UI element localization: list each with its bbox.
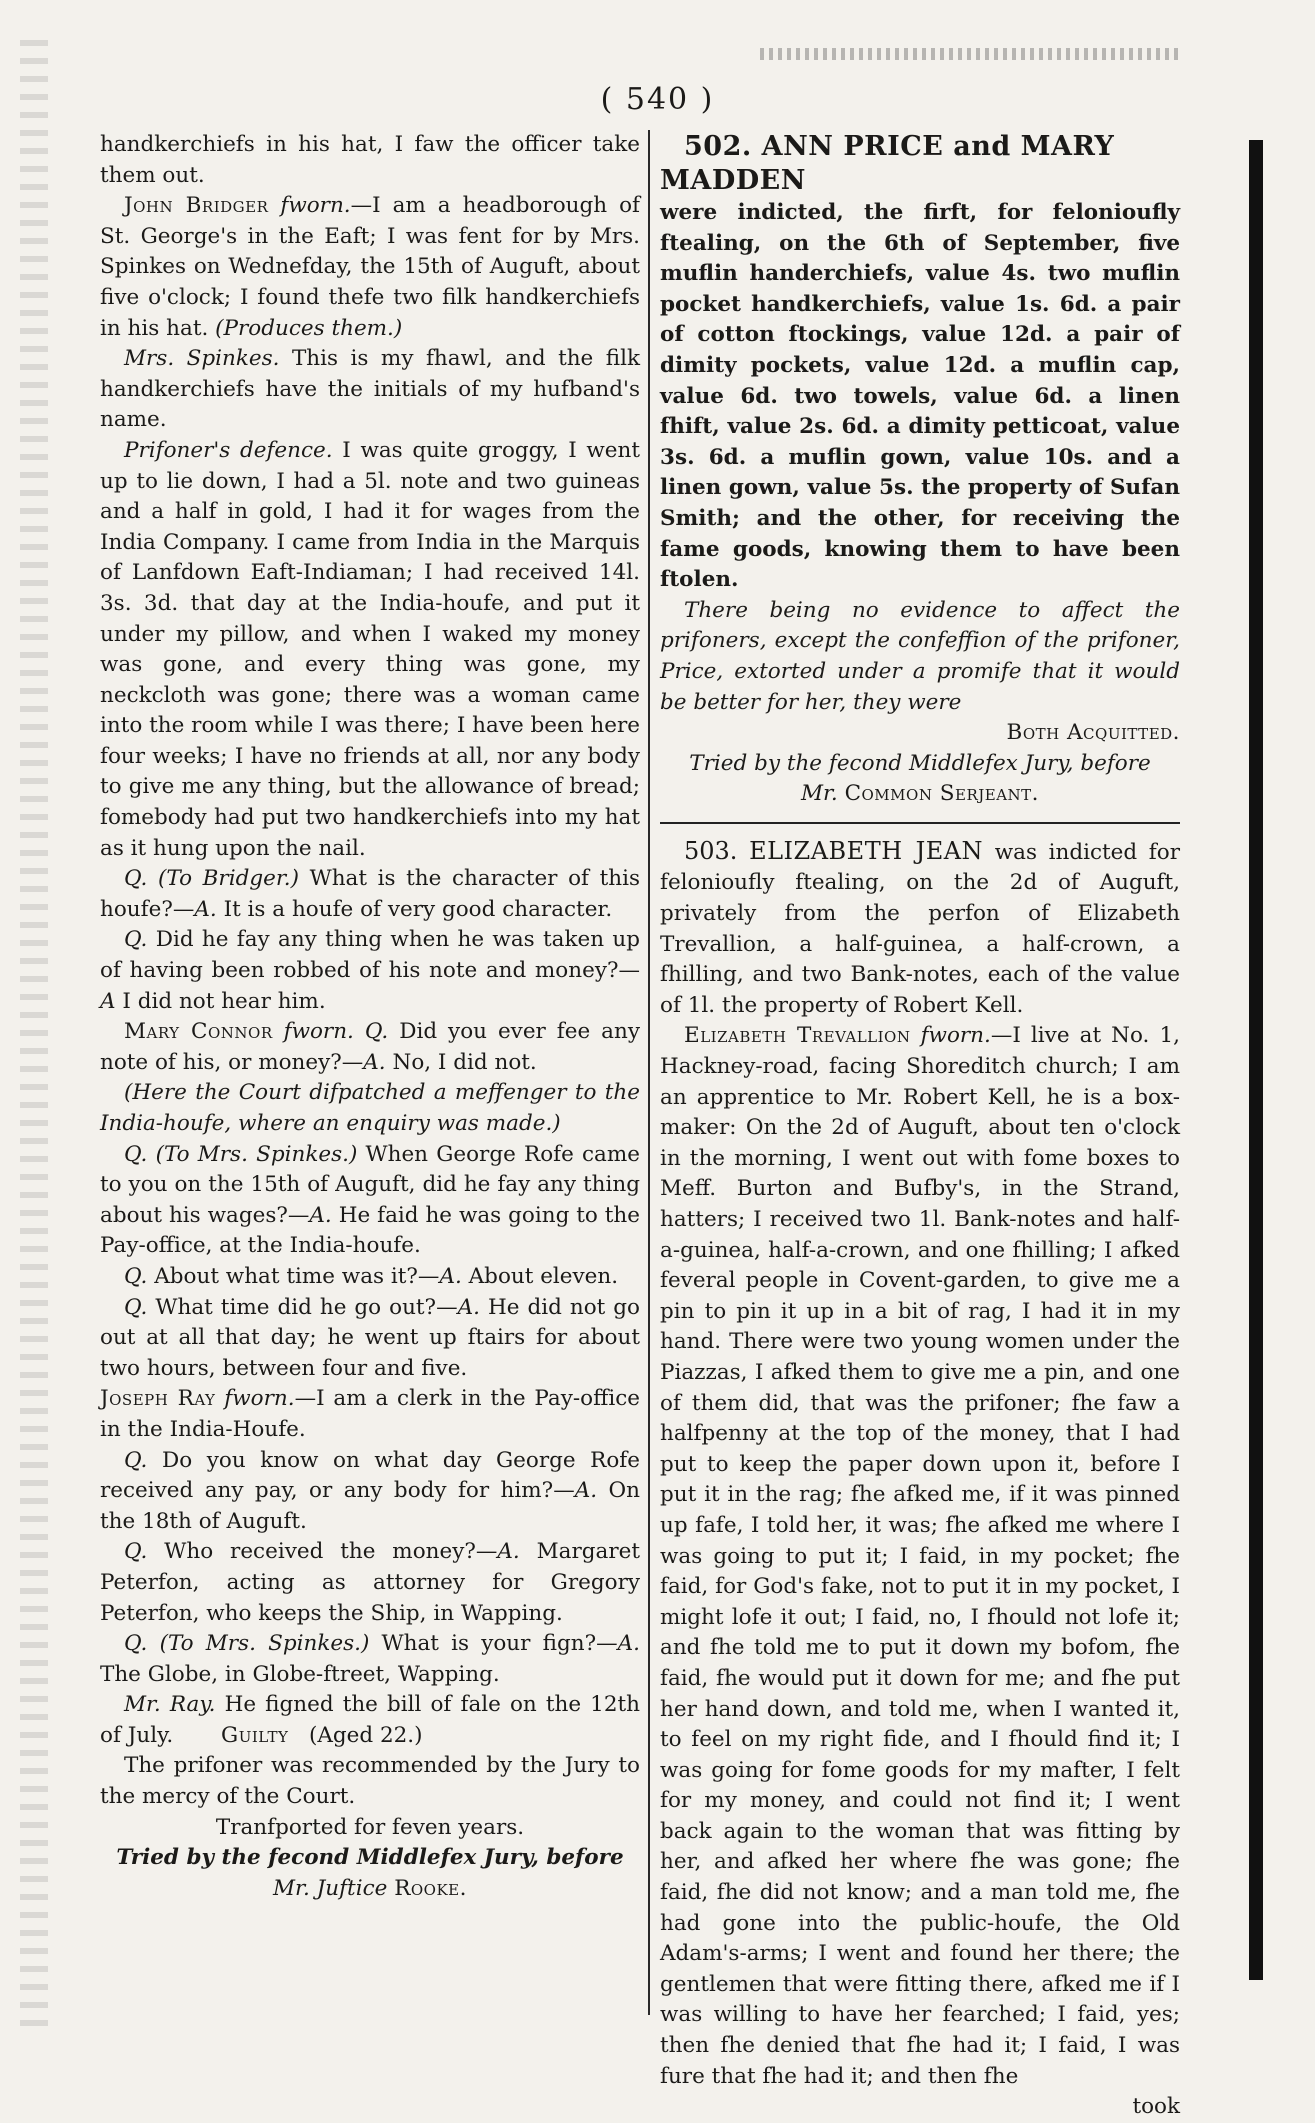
verdict: Both Acquitted. <box>1006 720 1180 746</box>
tried-line: Mr. Juftice Rooke. <box>273 1875 467 1901</box>
paragraph: Q. (To Mrs. Spinkes.) What is your fign?—A. The Globe, in Globe-ftreet, Wapping. <box>100 1631 640 1687</box>
scan-right-edge <box>1249 140 1263 1980</box>
paragraph: were indicted, the firft, for felonioufly ftealing, on the 6th of September, five muflin handerchiefs, value 4s. two muflin pocket handkerchiefs, value 1s. 6d. a pair of cotton ftockings, value 12d. a pair of dimity pockets, value 12d. a muflin cap, value 6d. two towels, value 6d. a linen fhift, value 2s. 6d. a dimity petticoat, value 3s. 6d. a muflin gown, value 10s. and a linen gown, value 5s. the property of Sufan Smith; and the other, for receiving the fame goods, knowing them to have been ftolen. <box>660 200 1180 593</box>
paragraph: There being no evidence to affect the prifoners, except the confeffion of the prifoner, Price, extorted under a promife that it would be better for her, they were <box>660 597 1180 715</box>
paragraph: Mrs. Spinkes. This is my fhawl, and the filk handkerchiefs have the initials of my hufband's name. <box>100 346 641 433</box>
paragraph: The prifoner was recommended by the Jury to the mercy of the Court. <box>100 1753 640 1810</box>
scan-binding-edge <box>20 40 48 2030</box>
page-number: ( 540 ) <box>600 82 715 117</box>
catchword: took <box>1132 2094 1180 2120</box>
paragraph: 503. ELIZABETH JEAN was indicted for felonioufly ftealing, on the 2d of Auguft, privately from the perfon of Elizabeth Trevallion, a half-guinea, a half-crown, a fhilling, and two Bank-notes, each of the value of 1l. the property of Robert Kell. <box>660 836 1180 1018</box>
tried-line: Tried by the fecond Middlefex Jury, before <box>116 1845 624 1871</box>
right-column <box>660 130 1180 2123</box>
column-divider <box>648 130 650 2015</box>
paragraph: Q. What time did he go out?—A. He did not go out at all that day; he went up ftairs for about two hours, between four and five. <box>100 1294 641 1381</box>
paragraph: Q. (To Mrs. Spinkes.) When George Rofe came to you on the 15th of Auguft, did he fay any thing about his wages?—A. He faid he was going to the Pay-office, at the India-houfe. <box>100 1141 640 1259</box>
case-separator <box>660 822 1180 824</box>
paragraph: John Bridger fworn.—I am a headborough of St. George's in the Eaft; I was fent for by Mrs. Spinkes on Wednefday, the 15th of Auguft, about five o'clock; I found thefe two filk handkerchiefs in his hat. (Produces them.) <box>100 193 640 341</box>
paragraph: Joseph Ray fworn.—I am a clerk in the Pay-office in the India-Houfe. <box>100 1386 640 1442</box>
scan-top-noise <box>760 48 1180 60</box>
left-column <box>100 130 640 1904</box>
paragraph: Q. Who received the money?—A. Margaret Peterfon, acting as attorney for Gregory Peterfon, who keeps the Ship, in Wapping. <box>100 1539 640 1626</box>
paragraph: Q. Did he fay any thing when he was taken up of having been robbed of his note and money?—A I did not hear him. <box>100 927 640 1014</box>
paragraph: Q. Do you know on what day George Rofe received any pay, or any body for him?—A. On the 18th of Auguft. <box>100 1447 640 1534</box>
paragraph: (Here the Court difpatched a meffenger to the India-houfe, where an enquiry was made.) <box>100 1080 640 1136</box>
paragraph: Mr. Ray. He figned the bill of fale on the 12th of July. Guilty (Aged 22.) <box>100 1692 640 1748</box>
paragraph: Q. (To Bridger.) What is the character of this houfe?—A. It is a houfe of very good character. <box>100 866 640 922</box>
paragraph: Q. About what time was it?—A. About eleven. <box>124 1263 619 1289</box>
paragraph: Mary Connor fworn. Q. Did you ever fee any note of his, or money?—A. No, I did not. <box>100 1019 640 1075</box>
paragraph: handkerchiefs in his hat, I faw the officer take them out. <box>100 132 640 188</box>
tried-line: Mr. Common Serjeant. <box>800 781 1040 807</box>
case-heading: 502. ANN PRICE and MARY MADDEN <box>660 131 1115 196</box>
paragraph: Prifoner's defence. I was quite groggy, I went up to lie down, I had a 5l. note and two guineas and a half in gold, I had it for wages from the India Company. I came from India in the Marquis of Lanfdown Eaft-Indiaman; I had received 14l. 3s. 3d. that day at the India-houfe, and put it under my pillow, and when I waked my money was gone, and every thing was gone, my neckcloth was gone; there was a woman came into the room while I was there; I have been here four weeks; I have no friends at all, nor any body to give me any thing, but the allowance of bread; fomebody had put two handkerchiefs into my hat as it hung upon the nail. <box>100 437 641 861</box>
tried-line: Tried by the fecond Middlefex Jury, before <box>689 750 1151 776</box>
paragraph: Elizabeth Trevallion fworn.—I live at No. 1, Hackney-road, facing Shoreditch church; I am an apprentice to Mr. Robert Kell, he is a box-maker: On the 2d of Auguft, about ten o'clock in the morning, I went out with fome boxes to Meff. Burton and Bufby's, in the Strand, hatters; I received two 1l. Bank-notes and half-a-guinea, half-a-crown, and one fhilling; I afked feveral people in Covent-garden, to give me a pin to pin it up in a bit of rag, I had it in my hand. There were two young women under the Piazzas, I afked them to give me a pin, and one of them did, that was the prifoner; fhe faw a halfpenny at the top of the money, that I had put to keep the paper down upon it, before I put it in the rag; fhe afked me, if it was pinned up fafe, I told her, it was; fhe afked me where I was going to put it; I faid, in my pocket; fhe faid, for God's fake, not to put it in my pocket, I might lofe it out; I faid, no, I fhould not lofe it; and fhe told me to put it down my bofom, fhe faid, fhe would put it down for me; and fhe put her hand down, and told me, when I wanted it, to feel on my right fide, and I fhould find it; I was going for fome goods for my mafter, I felt for my money, and could not find it; I went back again to the woman that was fitting by her, and afked her where fhe was gone; fhe faid, fhe did not know; and a man told me, fhe had gone into the public-houfe, the Old Adam's-arms; I went and found her there; the gentlemen that were fitting there, afked me if I was willing to have her fearched; I faid, yes; then fhe denied that fhe had it; I faid, I was fure that fhe had it; and then fhe <box>660 1023 1180 2089</box>
verdict: Guilty <box>221 1722 289 1748</box>
sentence: Tranfported for feven years. <box>215 1814 525 1840</box>
